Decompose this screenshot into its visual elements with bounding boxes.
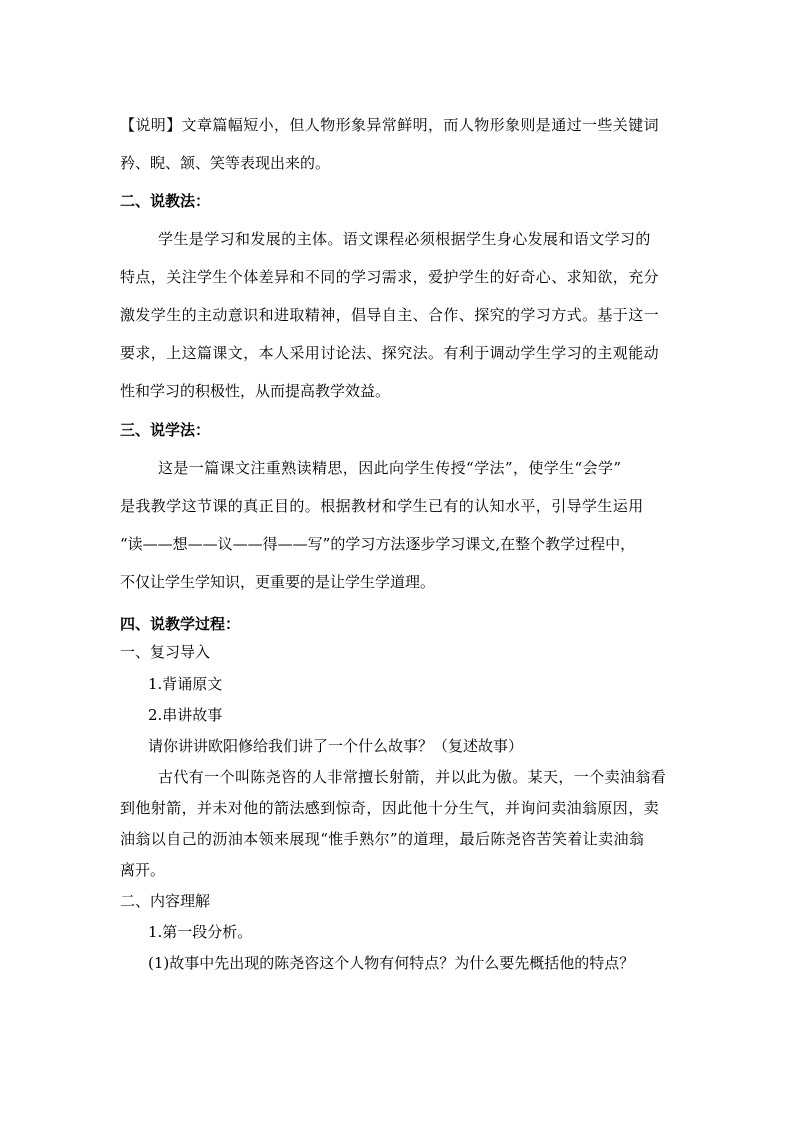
section-heading-teaching-method: 二、说教法： (120, 192, 211, 210)
story-line-2: 到他射箭，并未对他的箭法感到惊奇，因此他十分生气，并询问卖油翁原因，卖 (120, 799, 660, 817)
item-recite-text: 1.背诵原文 (148, 675, 223, 693)
story-line-4: 离开。 (120, 861, 166, 879)
section-heading-teaching-process: 四、说教学过程： (120, 615, 241, 633)
sub-question-1: (1)故事中先出现的陈尧咨这个人物有何特点？为什么要先概括他的特点？ (148, 954, 635, 972)
teaching-method-line-5: 性和学习的积极性，从而提高教学效益。 (120, 382, 391, 400)
part-review-intro-title: 一、复习导入 (120, 643, 211, 661)
teaching-method-line-2: 特点，关注学生个体差异和不同的学习需求，爱护学生的好奇心、求知欲，充分 (120, 268, 660, 286)
story-question: 请你讲讲欧阳修给我们讲了一个什么故事？（复述故事） (148, 737, 524, 755)
teaching-method-line-1: 学生是学习和发展的主体。语文课程必须根据学生身心发展和语文学习的 (158, 230, 651, 248)
learning-method-line-3: “读——想——议——得——写”的学习方法逐步学习课文,在整个教学过程中， (120, 535, 636, 553)
part-content-understanding-title: 二、内容理解 (120, 892, 211, 910)
story-line-3: 油翁以自己的沥油本领来展现“惟手熟尔”的道理，最后陈尧咨苦笑着让卖油翁 (120, 830, 645, 848)
teaching-method-line-4: 要求，上这篇课文，本人采用讨论法、探究法。有利于调动学生学习的主观能动 (120, 344, 660, 362)
item-tell-story: 2.串讲故事 (148, 706, 223, 724)
section-heading-learning-method: 三、说学法： (120, 421, 211, 439)
learning-method-line-2: 是我教学这节课的真正目的。根据教材和学生已有的认知水平，引导学生运用 (120, 497, 644, 515)
teaching-method-line-3: 激发学生的主动意识和进取精神，倡导自主、合作、探究的学习方式。基于这一 (120, 306, 660, 324)
learning-method-line-4: 不仅让学生学知识，更重要的是让学生学道理。 (120, 573, 436, 591)
sub-first-paragraph-analysis: 1.第一段分析。 (148, 923, 253, 941)
explanation-line-1: 【说明】文章篇幅短小，但人物形象异常鲜明，而人物形象则是通过一些关键词 (120, 116, 660, 134)
story-line-1: 古代有一个叫陈尧咨的人非常擅长射箭，并以此为傲。某天，一个卖油翁看 (158, 768, 667, 786)
explanation-line-2: 矜、睨、颔、笑等表现出来的。 (120, 154, 331, 172)
learning-method-line-1: 这是一篇课文注重熟读精思，因此向学生传授“学法”，使学生“会学” (158, 459, 622, 477)
